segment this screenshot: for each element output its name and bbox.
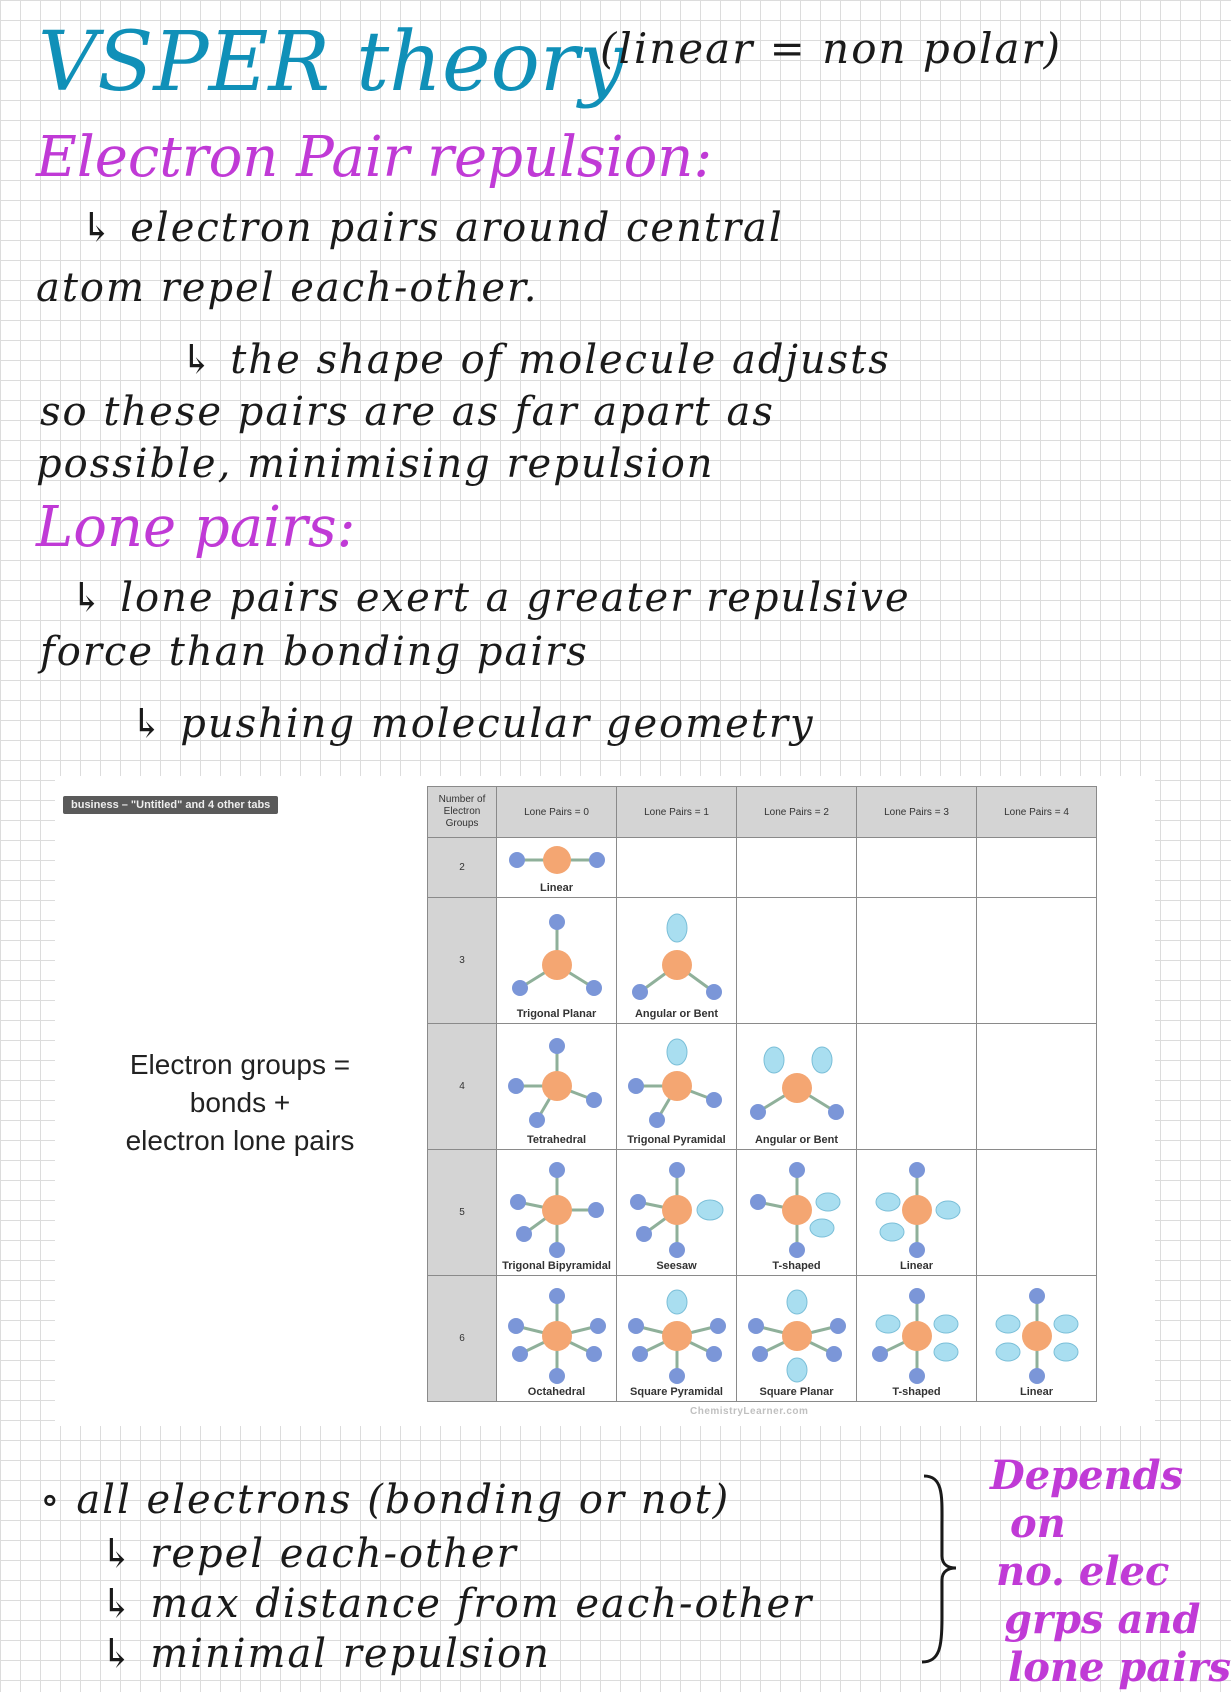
lp-line-1: ↳ lone pairs exert a greater repulsive bbox=[70, 575, 911, 621]
shape-label: Square Pyramidal bbox=[630, 1386, 723, 1398]
shape-label: Trigonal Pyramidal bbox=[627, 1134, 726, 1146]
browser-tab-badge: business – "Untitled" and 4 other tabs bbox=[63, 796, 278, 814]
shape-label: Trigonal Planar bbox=[516, 1008, 597, 1020]
shape-label: Square Planar bbox=[759, 1386, 834, 1398]
geometry-cell bbox=[497, 838, 617, 898]
t-shaped-molecule-icon bbox=[742, 1162, 852, 1258]
bottom-line-2: ↳ repel each-other bbox=[100, 1531, 518, 1577]
geometry-cell bbox=[497, 898, 617, 1024]
shape-label: Linear bbox=[539, 882, 573, 894]
vsepr-screenshot bbox=[55, 776, 1155, 1426]
shape-label: Angular or Bent bbox=[754, 1134, 839, 1146]
column-header: Lone Pairs = 1 bbox=[617, 787, 737, 838]
side-note-line: on bbox=[1010, 1500, 1066, 1547]
geometry-cell bbox=[857, 1276, 977, 1402]
geometry-cell bbox=[617, 898, 737, 1024]
shape-label: Octahedral bbox=[527, 1386, 586, 1398]
electron-groups-cell: 4 bbox=[428, 1024, 497, 1150]
title-aside-note: (linear = non polar) bbox=[600, 24, 1063, 73]
geometry-cell bbox=[617, 1276, 737, 1402]
octahedral-molecule-icon bbox=[502, 1288, 612, 1384]
epr-line-4: so these pairs are as far apart as bbox=[40, 389, 775, 435]
geometry-cell bbox=[497, 1024, 617, 1150]
bent-molecule-icon bbox=[622, 910, 732, 1006]
geometry-cell bbox=[737, 1150, 857, 1276]
column-header: Lone Pairs = 0 bbox=[497, 787, 617, 838]
electron-groups-cell: 3 bbox=[428, 898, 497, 1024]
geometry-cell bbox=[857, 1024, 977, 1150]
geometry-cell bbox=[497, 1276, 617, 1402]
epr-line-3: ↳ the shape of molecule adjusts bbox=[180, 337, 891, 383]
geometry-cell bbox=[617, 1150, 737, 1276]
linear-lone-pairs-molecule-icon bbox=[862, 1162, 972, 1258]
epr-line-2: atom repel each-other. bbox=[36, 265, 539, 311]
electron-groups-cell: 2 bbox=[428, 838, 497, 898]
electron-groups-line: Electron groups = bbox=[129, 1049, 351, 1080]
side-note-line: no. elec bbox=[996, 1548, 1170, 1595]
page-title: VSPER theory bbox=[38, 15, 626, 110]
curly-brace bbox=[920, 1468, 960, 1668]
shape-label: Linear bbox=[899, 1260, 933, 1272]
geometry-cell bbox=[737, 838, 857, 898]
linear-6-molecule-icon bbox=[982, 1288, 1092, 1384]
column-header: Lone Pairs = 4 bbox=[977, 787, 1097, 838]
trigonal-bipyramidal-molecule-icon bbox=[502, 1162, 612, 1258]
geometry-cell bbox=[857, 898, 977, 1024]
shape-label: Linear bbox=[1019, 1386, 1053, 1398]
bottom-line-3: ↳ max distance from each-other bbox=[100, 1581, 814, 1627]
bottom-line-1: ∘ all electrons (bonding or not) bbox=[40, 1477, 731, 1523]
geometry-cell bbox=[977, 1150, 1097, 1276]
geometry-cell bbox=[497, 1150, 617, 1276]
shape-label: Trigonal Bipyramidal bbox=[502, 1260, 611, 1272]
square-pyramidal-molecule-icon bbox=[622, 1288, 732, 1384]
side-note-line: grps and bbox=[1004, 1596, 1201, 1643]
shape-label: T-shaped bbox=[772, 1260, 821, 1272]
shape-label: Tetrahedral bbox=[526, 1134, 587, 1146]
epr-heading: Electron Pair repulsion: bbox=[36, 125, 713, 190]
geometry-cell bbox=[857, 1150, 977, 1276]
geometry-cell bbox=[977, 1276, 1097, 1402]
column-header: Lone Pairs = 3 bbox=[857, 787, 977, 838]
lp-line-2: force than bonding pairs bbox=[40, 629, 589, 675]
lp-line-3: ↳ pushing molecular geometry bbox=[130, 701, 815, 747]
side-note-line: Depends bbox=[990, 1452, 1184, 1499]
epr-line-1: ↳ electron pairs around central bbox=[80, 205, 784, 251]
shape-label: T-shaped bbox=[892, 1386, 941, 1398]
bottom-line-4: ↳ minimal repulsion bbox=[100, 1631, 551, 1677]
geometry-cell bbox=[617, 838, 737, 898]
electron-groups-line: electron lone pairs bbox=[125, 1125, 355, 1156]
t-shaped-6-molecule-icon bbox=[862, 1288, 972, 1384]
geometry-cell bbox=[977, 898, 1097, 1024]
trigonal-pyramidal-molecule-icon bbox=[622, 1036, 732, 1132]
geometry-cell bbox=[977, 1024, 1097, 1150]
geometry-cell bbox=[977, 838, 1097, 898]
geometry-cell bbox=[857, 838, 977, 898]
electron-groups-cell: 6 bbox=[428, 1276, 497, 1402]
shape-label: Angular or Bent bbox=[634, 1008, 719, 1020]
side-note-line: lone pairs bbox=[1008, 1644, 1231, 1691]
geometry-cell bbox=[737, 1024, 857, 1150]
corner-header: Number of Electron Groups bbox=[428, 787, 497, 838]
square-planar-molecule-icon bbox=[742, 1288, 852, 1384]
linear-molecule-icon bbox=[502, 840, 612, 880]
electron-groups-note bbox=[55, 1046, 425, 1160]
trigonal-planar-molecule-icon bbox=[502, 910, 612, 1006]
geometry-cell bbox=[737, 1276, 857, 1402]
seesaw-molecule-icon bbox=[622, 1162, 732, 1258]
column-header: Lone Pairs = 2 bbox=[737, 787, 857, 838]
electron-groups-line: bonds + bbox=[189, 1087, 291, 1118]
shape-label: Seesaw bbox=[656, 1260, 697, 1272]
lone-pairs-heading: Lone pairs: bbox=[36, 495, 356, 560]
geometry-cell bbox=[617, 1024, 737, 1150]
electron-groups-cell: 5 bbox=[428, 1150, 497, 1276]
epr-line-5: possible, minimising repulsion bbox=[36, 441, 715, 487]
tetrahedral-molecule-icon bbox=[502, 1036, 612, 1132]
bent-lone-pairs-molecule-icon bbox=[742, 1036, 852, 1132]
vsepr-geometry-table bbox=[427, 786, 1097, 1402]
source-credit: ChemistryLearner.com bbox=[690, 1406, 809, 1417]
geometry-cell bbox=[737, 898, 857, 1024]
